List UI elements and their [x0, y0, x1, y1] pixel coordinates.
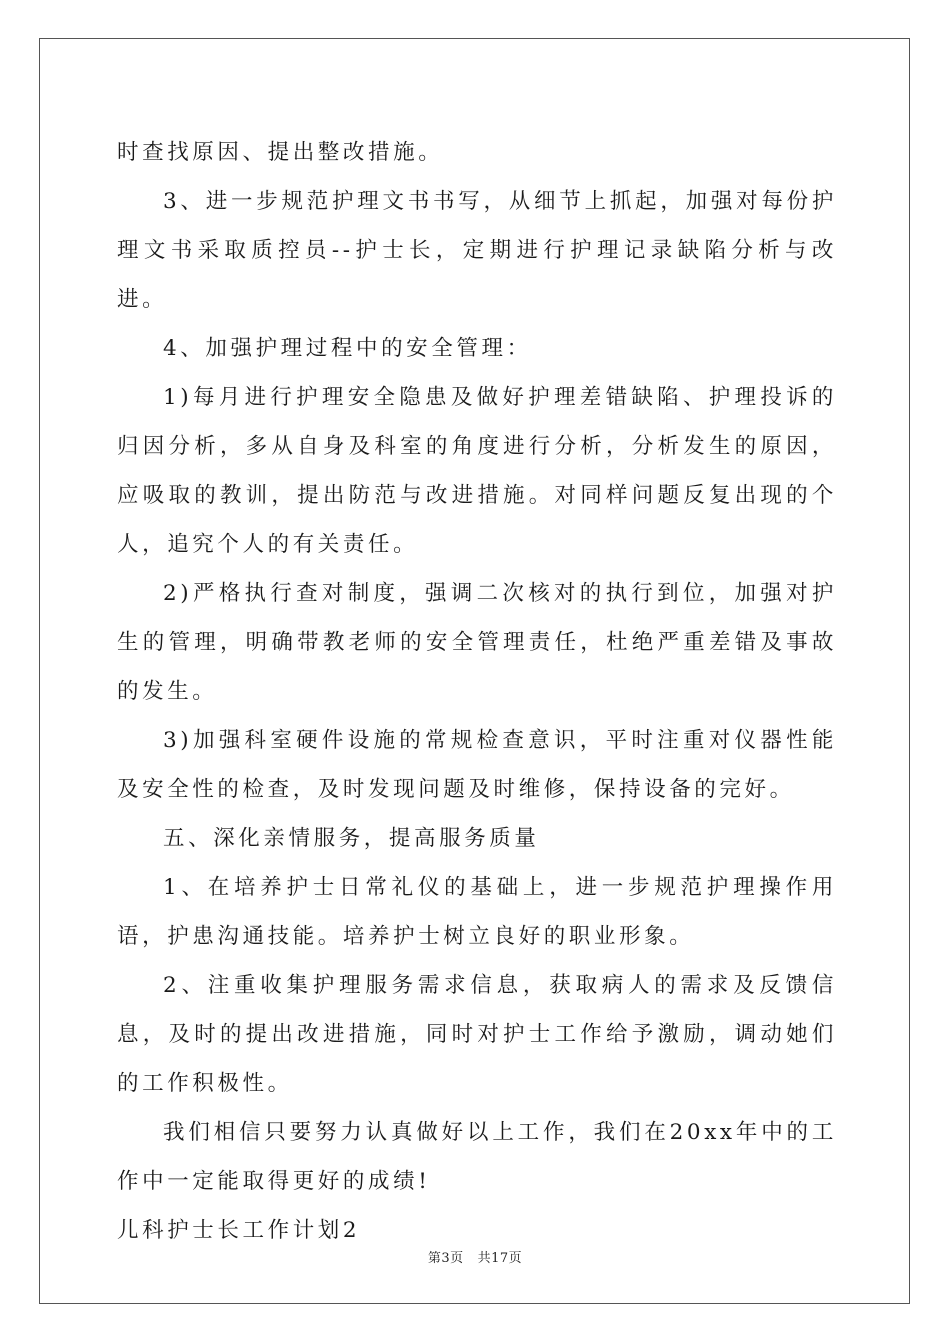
paragraph: 我们相信只要努力认真做好以上工作，我们在20xx年中的工作中一定能取得更好的成绩!: [117, 1120, 837, 1194]
document-body: [117, 128, 837, 1255]
paragraph: 3、进一步规范护理文书书写，从细节上抓起，加强对每份护理文书采取质控员--护士长，定期进行护理记录缺陷分析与改进。: [117, 189, 837, 312]
paragraph: 4、加强护理过程中的安全管理：: [163, 336, 532, 361]
paragraph: 1、在培养护士日常礼仪的基础上，进一步规范护理操作用语，护患沟通技能。培养护士树立良好的职业形象。: [117, 875, 837, 949]
document-title: 儿科护士长工作计划2: [117, 1218, 361, 1243]
paragraph: 3)加强科室硬件设施的常规检查意识，平时注重对仪器性能及安全性的检查，及时发现问题及时维修，保持设备的完好。: [117, 728, 837, 802]
page-total: 共17页: [477, 1251, 523, 1266]
paragraph: 时查找原因、提出整改措施。: [117, 140, 444, 165]
paragraph: 2)严格执行查对制度，强调二次核对的执行到位，加强对护生的管理，明确带教老师的安全管理责任，杜绝严重差错及事故的发生。: [117, 581, 837, 704]
page-footer: [0, 1247, 950, 1266]
section-heading: 五、深化亲情服务，提高服务质量: [163, 826, 540, 851]
paragraph: 2、注重收集护理服务需求信息，获取病人的需求及反馈信息，及时的提出改进措施，同时对护士工作给予激励，调动她们的工作积极性。: [117, 973, 837, 1096]
page-number: 第3页: [427, 1251, 464, 1266]
paragraph: 1)每月进行护理安全隐患及做好护理差错缺陷、护理投诉的归因分析，多从自身及科室的角度进行分析，分析发生的原因，应吸取的教训，提出防范与改进措施。对同样问题反复出现的个人，追究个人的有关责任。: [117, 385, 837, 557]
